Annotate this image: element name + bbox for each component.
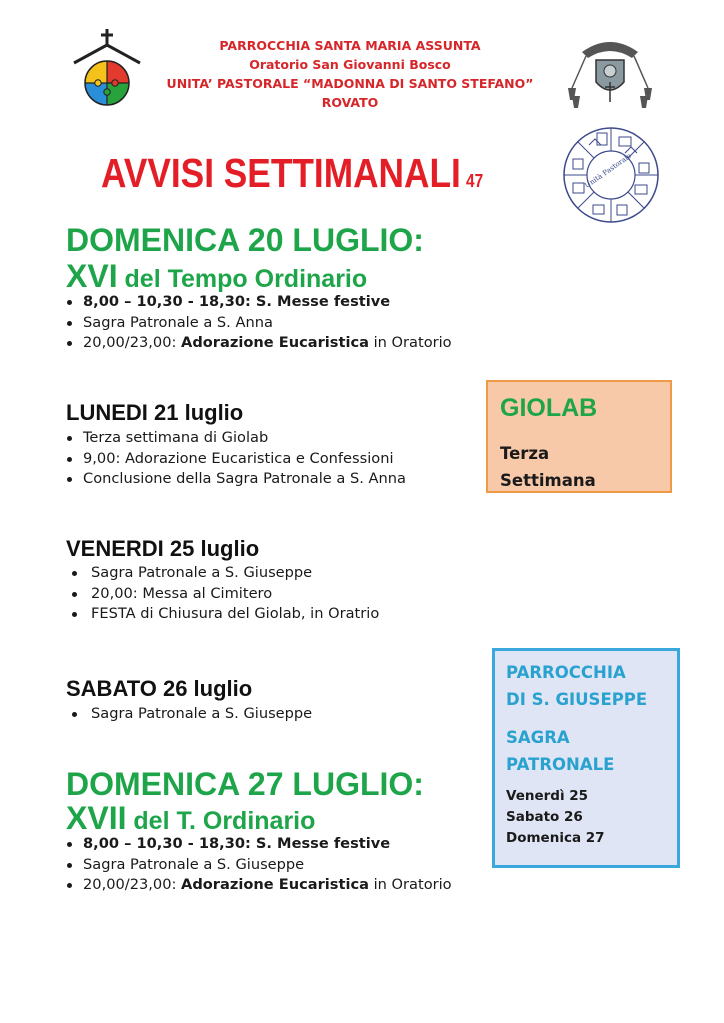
list-item: Sagra Patronale a S. Giuseppe xyxy=(66,704,312,725)
date-saturday: Sabato 26 xyxy=(506,809,583,825)
list-item: Sagra Patronale a S. Anna xyxy=(66,313,452,334)
giolab-title: GIOLAB xyxy=(500,394,598,422)
bishop-coat-of-arms-icon xyxy=(562,38,658,110)
sunday-27-time: del T. Ordinario xyxy=(126,807,316,835)
adoration-place: in Oratorio xyxy=(368,334,452,351)
sunday-20-time: del Tempo Ordinario xyxy=(117,265,368,293)
list-item: Conclusione della Sagra Patronale a S. Anna xyxy=(66,469,406,490)
list-item: Terza settimana di Giolab xyxy=(66,428,406,449)
unita-pastorale-seal-icon xyxy=(561,125,661,225)
seal-text: Unità Pastorale xyxy=(583,151,633,190)
san-giuseppe-box xyxy=(492,648,680,868)
sgiuseppe-line4: PATRONALE xyxy=(506,755,615,774)
date-friday: Venerdì 25 xyxy=(506,788,589,804)
oratory-name: Oratorio San Giovanni Bosco xyxy=(249,57,451,72)
list-item: Sagra Patronale a S. Giuseppe xyxy=(66,563,379,584)
giolab-subtitle xyxy=(500,440,596,494)
adoration-time: 20,00/23,00: xyxy=(83,876,182,893)
sgiuseppe-line2: DI S. GIUSEPPE xyxy=(506,690,648,709)
sunday-20-roman: XVI xyxy=(66,258,118,294)
sunday-27-date: DOMENICA 27 LUGLIO: xyxy=(66,766,424,802)
giolab-box xyxy=(486,380,672,493)
adoration-label: Adorazione Eucaristica xyxy=(181,334,369,351)
list-item xyxy=(66,292,452,313)
date-sunday: Domenica 27 xyxy=(506,830,605,846)
sunday-20-subheading xyxy=(66,258,367,295)
sunday-27-list xyxy=(66,834,452,896)
list-item: Sagra Patronale a S. Giuseppe xyxy=(66,855,452,876)
list-item: FESTA di Chiusura del Giolab, in Oratrio xyxy=(66,604,379,625)
sunday-20-date: DOMENICA 20 LUGLIO: xyxy=(66,222,424,258)
mass-times: 8,00 – 10,30 - 18,30: S. Messe festive xyxy=(83,293,391,310)
list-item: 9,00: Adorazione Eucaristica e Confessioni xyxy=(66,449,406,470)
adoration-label: Adorazione Eucaristica xyxy=(181,876,369,893)
list-item xyxy=(66,875,452,896)
monday-21-heading: LUNEDI 21 luglio xyxy=(66,400,244,425)
sunday-27-roman: XVII xyxy=(66,800,127,836)
friday-25-heading: VENERDI 25 luglio xyxy=(66,536,260,561)
sgiuseppe-line3: SAGRA xyxy=(506,728,570,747)
list-item: 20,00: Messa al Cimitero xyxy=(66,584,379,605)
issue-number: 47 xyxy=(465,171,484,191)
list-item xyxy=(66,333,452,354)
town-name: ROVATO xyxy=(321,95,379,110)
sgiuseppe-dates xyxy=(506,786,605,849)
mass-times: 8,00 – 10,30 - 18,30: S. Messe festive xyxy=(83,835,391,852)
sunday-20-list xyxy=(66,292,452,354)
adoration-time: 20,00/23,00: xyxy=(83,334,182,351)
saturday-26-heading: SABATO 26 luglio xyxy=(66,676,253,701)
sunday-20-heading xyxy=(66,222,424,259)
pastoral-unit-name: UNITA’ PASTORALE “MADONNA DI SANTO STEFANO” xyxy=(166,76,534,91)
giolab-line1: Terza xyxy=(500,444,550,463)
friday-25-list xyxy=(66,563,379,625)
sgiuseppe-line1: PARROCCHIA xyxy=(506,663,626,682)
page-title xyxy=(101,150,483,197)
saturday-26-list xyxy=(66,704,312,725)
giolab-line2: Settimana xyxy=(500,471,596,490)
sunday-27-heading xyxy=(66,766,424,803)
adoration-place: in Oratorio xyxy=(368,876,452,893)
parish-name: PARROCCHIA SANTA MARIA ASSUNTA xyxy=(219,38,481,53)
list-item xyxy=(66,834,452,855)
monday-21-list xyxy=(66,428,406,490)
page-title-text: AVVISI SETTIMANALI xyxy=(101,150,461,196)
sunday-27-subheading xyxy=(66,800,315,837)
